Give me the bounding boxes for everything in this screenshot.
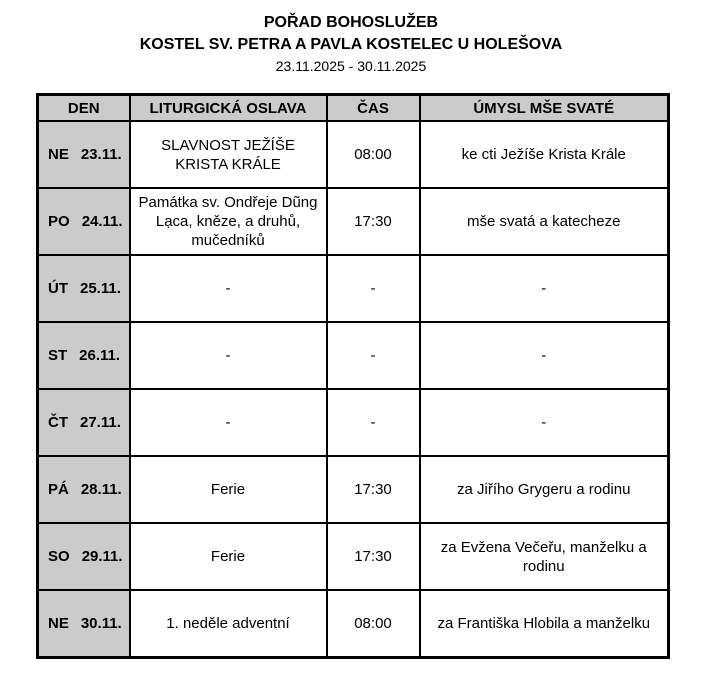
time-cell: 08:00 [327,121,420,188]
celebration-cell: 1. neděle adventní [130,590,327,657]
table-row [38,590,669,657]
day-abbr: SO [48,548,70,565]
celebration-cell: - [130,255,327,322]
day-cell [38,188,130,255]
day-date: 24.11. [81,213,123,230]
col-header-umysl: ÚMYSL MŠE SVATÉ [420,95,669,122]
time-cell: - [327,255,420,322]
day-date: 26.11. [79,347,121,364]
col-header-liturgicka-oslava: LITURGICKÁ OSLAVA [130,95,327,122]
celebration-cell: Ferie [130,523,327,590]
table-row [38,456,669,523]
celebration-cell: Památka sv. Ondřeje Dũng Lạca, kněze, a druhů, mučedníků [130,188,327,255]
time-cell: 17:30 [327,188,420,255]
day-cell [38,456,130,523]
date-range: 23.11.2025 - 30.11.2025 [275,58,427,74]
document-header [0,0,702,76]
celebration-cell: - [130,322,327,389]
day-date: 30.11. [80,614,122,632]
time-cell: - [327,389,420,456]
day-date: 23.11. [80,146,122,163]
day-cell [38,121,130,188]
day-abbr: NE [48,146,69,163]
table-row [38,322,669,389]
day-cell [38,590,130,657]
intention-cell: - [420,255,669,322]
table-row [38,255,669,322]
time-cell: - [327,322,420,389]
day-abbr: ST [48,347,68,364]
intention-cell: mše svatá a katecheze [420,188,669,255]
day-date: 27.11. [80,414,121,431]
table-row [38,121,669,188]
table-row [38,523,669,590]
table-header-row [38,95,669,122]
day-date: 28.11. [80,481,122,498]
page-subtitle: KOSTEL SV. PETRA A PAVLA KOSTELEC U HOLEŠOVA [139,36,563,53]
day-date: 25.11. [80,280,121,297]
day-abbr: ČT [48,414,68,431]
page-title: POŘAD BOHOSLUŽEB [263,14,439,31]
day-cell [38,389,130,456]
day-cell [38,322,130,389]
day-cell [38,255,130,322]
col-header-cas: ČAS [327,95,420,122]
time-cell: 17:30 [327,523,420,590]
day-abbr: PO [48,213,70,230]
day-date: 29.11. [81,548,123,565]
celebration-cell: Ferie [130,456,327,523]
time-cell: 17:30 [327,456,420,523]
celebration-cell: - [130,389,327,456]
table-row [38,188,669,255]
day-cell [38,523,130,590]
intention-cell: ke cti Ježíše Krista Krále [420,121,669,188]
table-row [38,389,669,456]
schedule-table [36,93,670,659]
day-abbr: PÁ [48,481,69,498]
day-abbr: NE [48,614,69,632]
day-abbr: ÚT [48,280,68,297]
col-header-den: DEN [38,95,130,122]
celebration-cell: SLAVNOST JEŽÍŠE KRISTA KRÁLE [130,121,327,188]
intention-cell: za Františka Hlobila a manželku [420,590,669,657]
time-cell: 08:00 [327,590,420,657]
intention-cell: za Jiřího Grygeru a rodinu [420,456,669,523]
intention-cell: - [420,322,669,389]
intention-cell: - [420,389,669,456]
intention-cell: za Evžena Večeřu, manželku a rodinu [420,523,669,590]
